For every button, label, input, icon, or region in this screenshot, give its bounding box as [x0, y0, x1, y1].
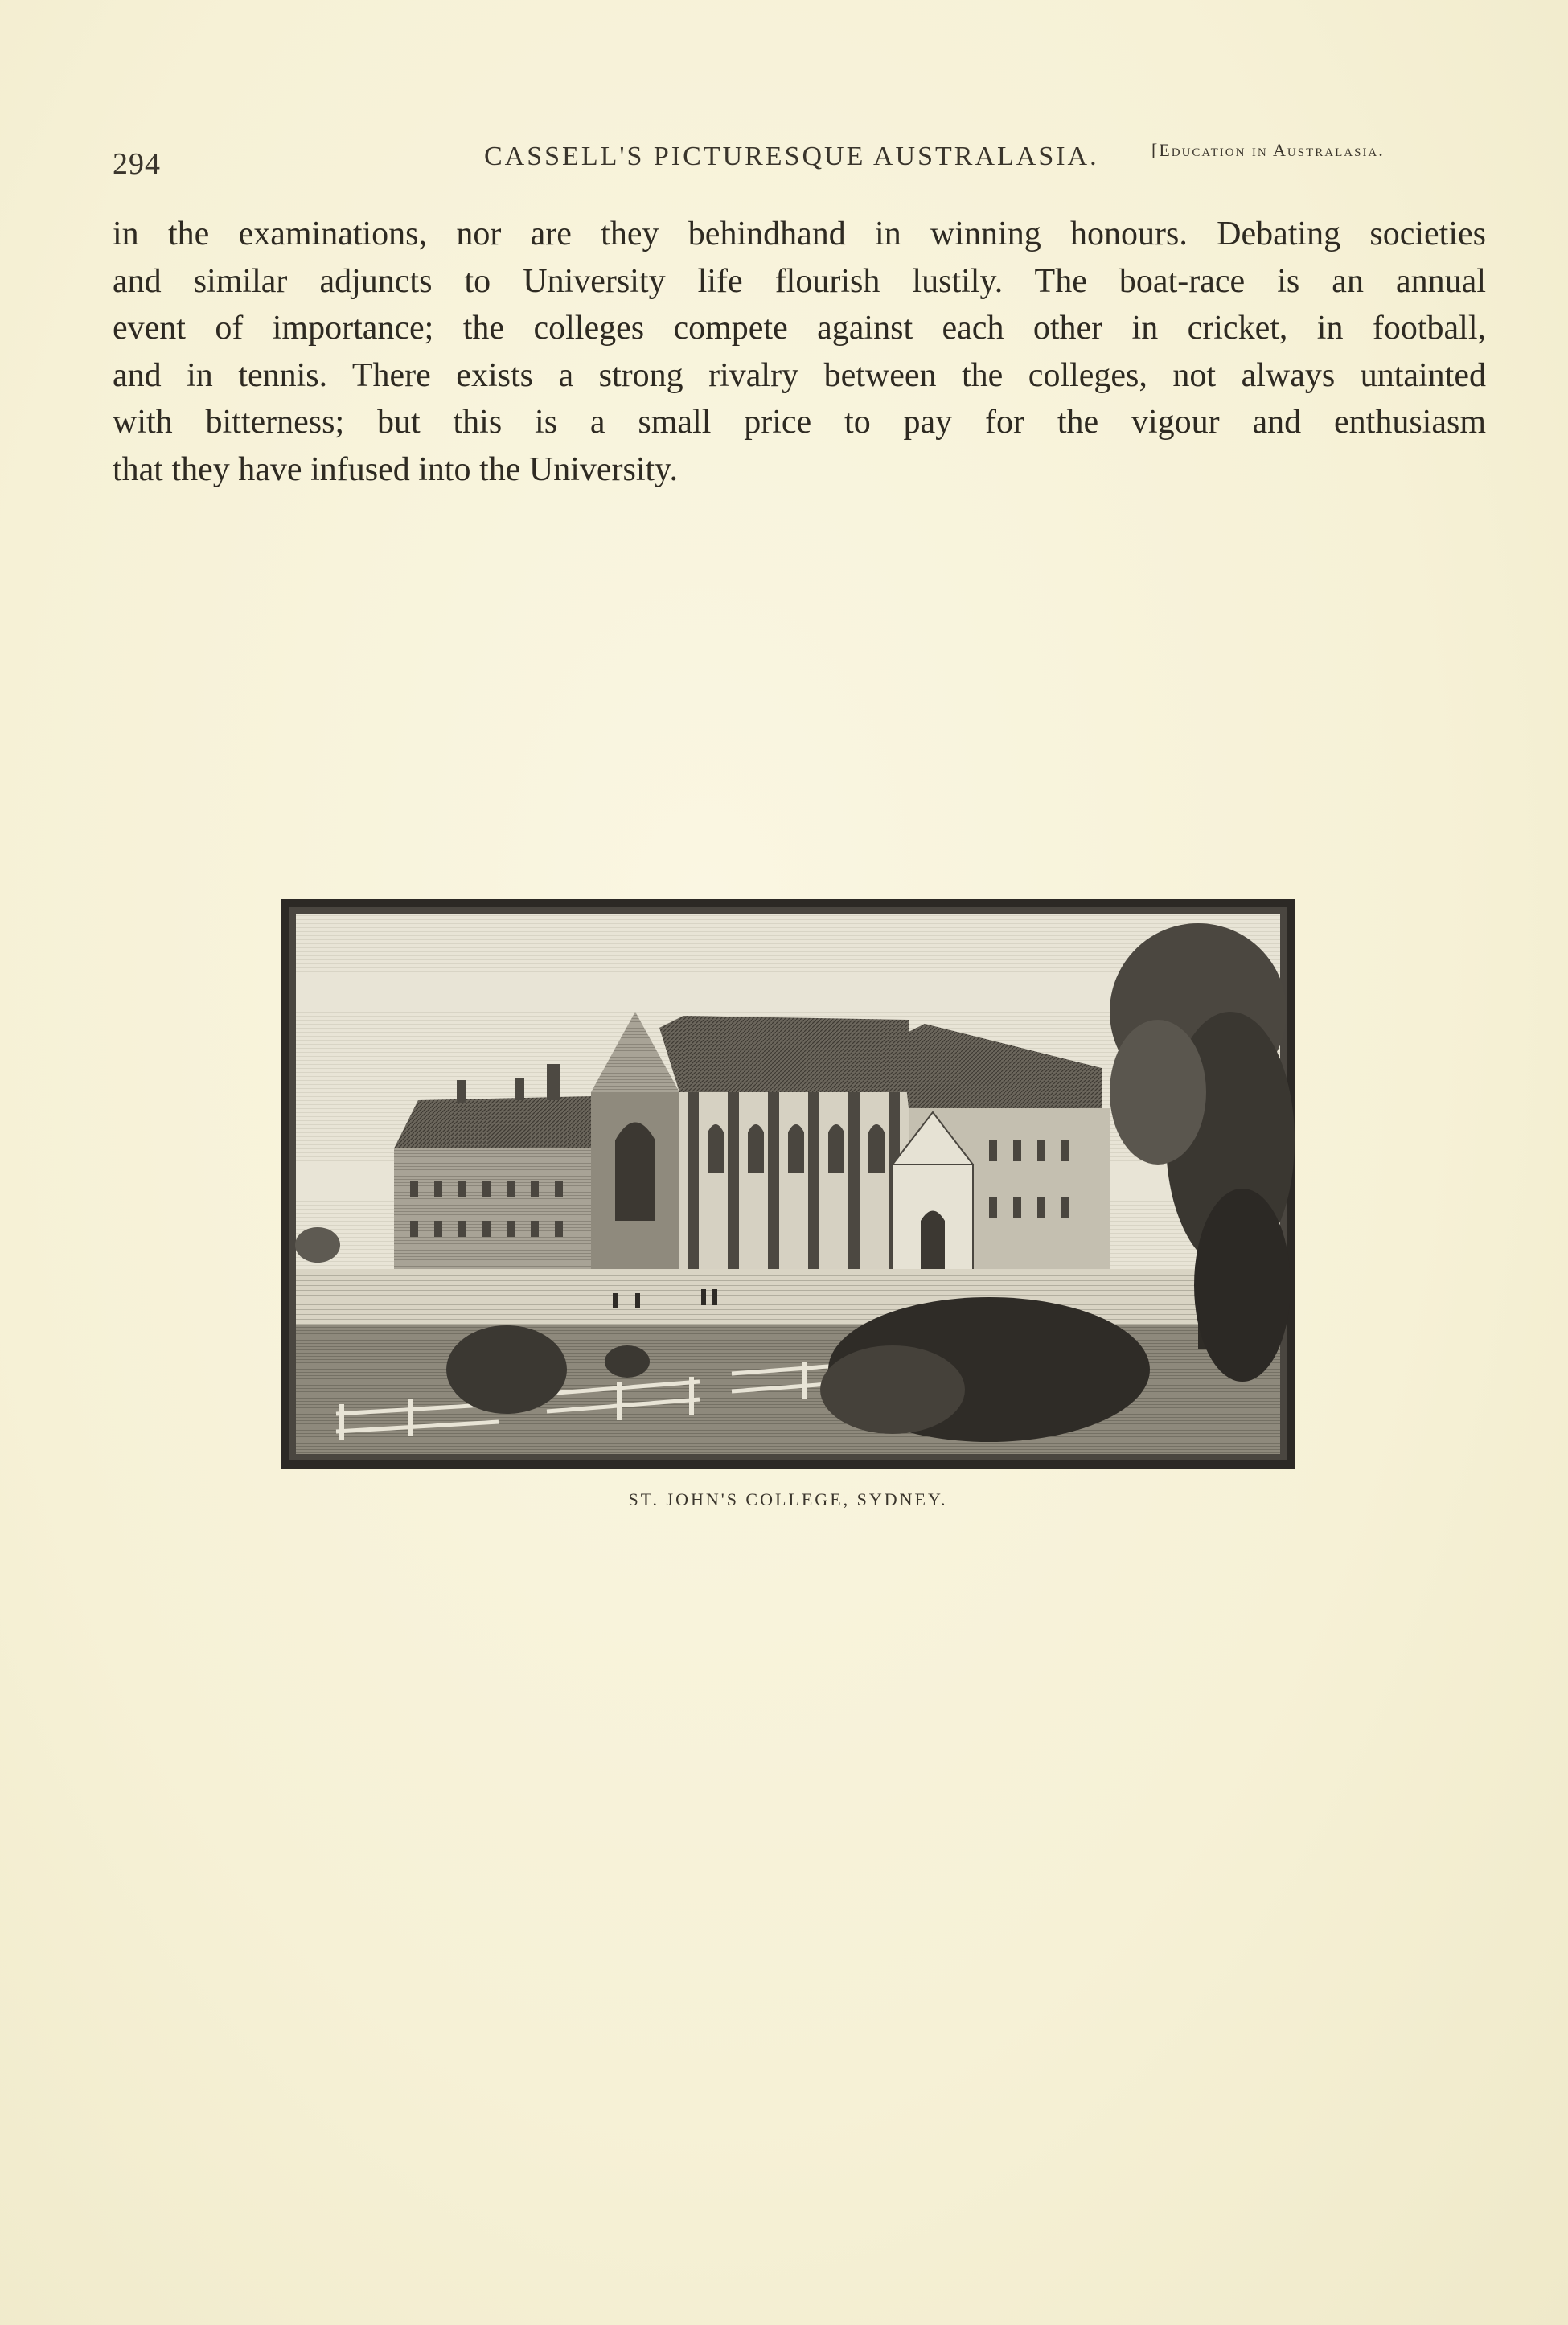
- section-title: [Education in Australasia.: [1151, 140, 1385, 160]
- text-line: event of importance; the colleges compete against each other in cricket, in football,: [113, 310, 1486, 347]
- text-line: and similar adjuncts to University life flourish lustily. The boat-race is an annual: [113, 262, 1486, 300]
- college-engraving: [281, 899, 1295, 1469]
- page-number: 294: [113, 147, 161, 181]
- body-paragraph: [113, 211, 1486, 493]
- text-line: with bitterness; but this is a small price to pay for the vigour and enthusiasm: [113, 404, 1486, 441]
- text-line: in the examinations, nor are they behindhand in winning honours. Debating societies: [113, 216, 1486, 253]
- figure-caption: ST. JOHN'S COLLEGE, SYDNEY.: [628, 1489, 948, 1510]
- running-title: CASSELL'S PICTURESQUE AUSTRALASIA.: [484, 142, 1099, 171]
- text-line: and in tennis. There exists a strong rivalry between the colleges, not always untainted: [113, 356, 1486, 394]
- page-header: [113, 135, 1454, 183]
- college-engraving-figure: [281, 899, 1295, 1469]
- text-line: that they have infused into the University.: [113, 450, 678, 488]
